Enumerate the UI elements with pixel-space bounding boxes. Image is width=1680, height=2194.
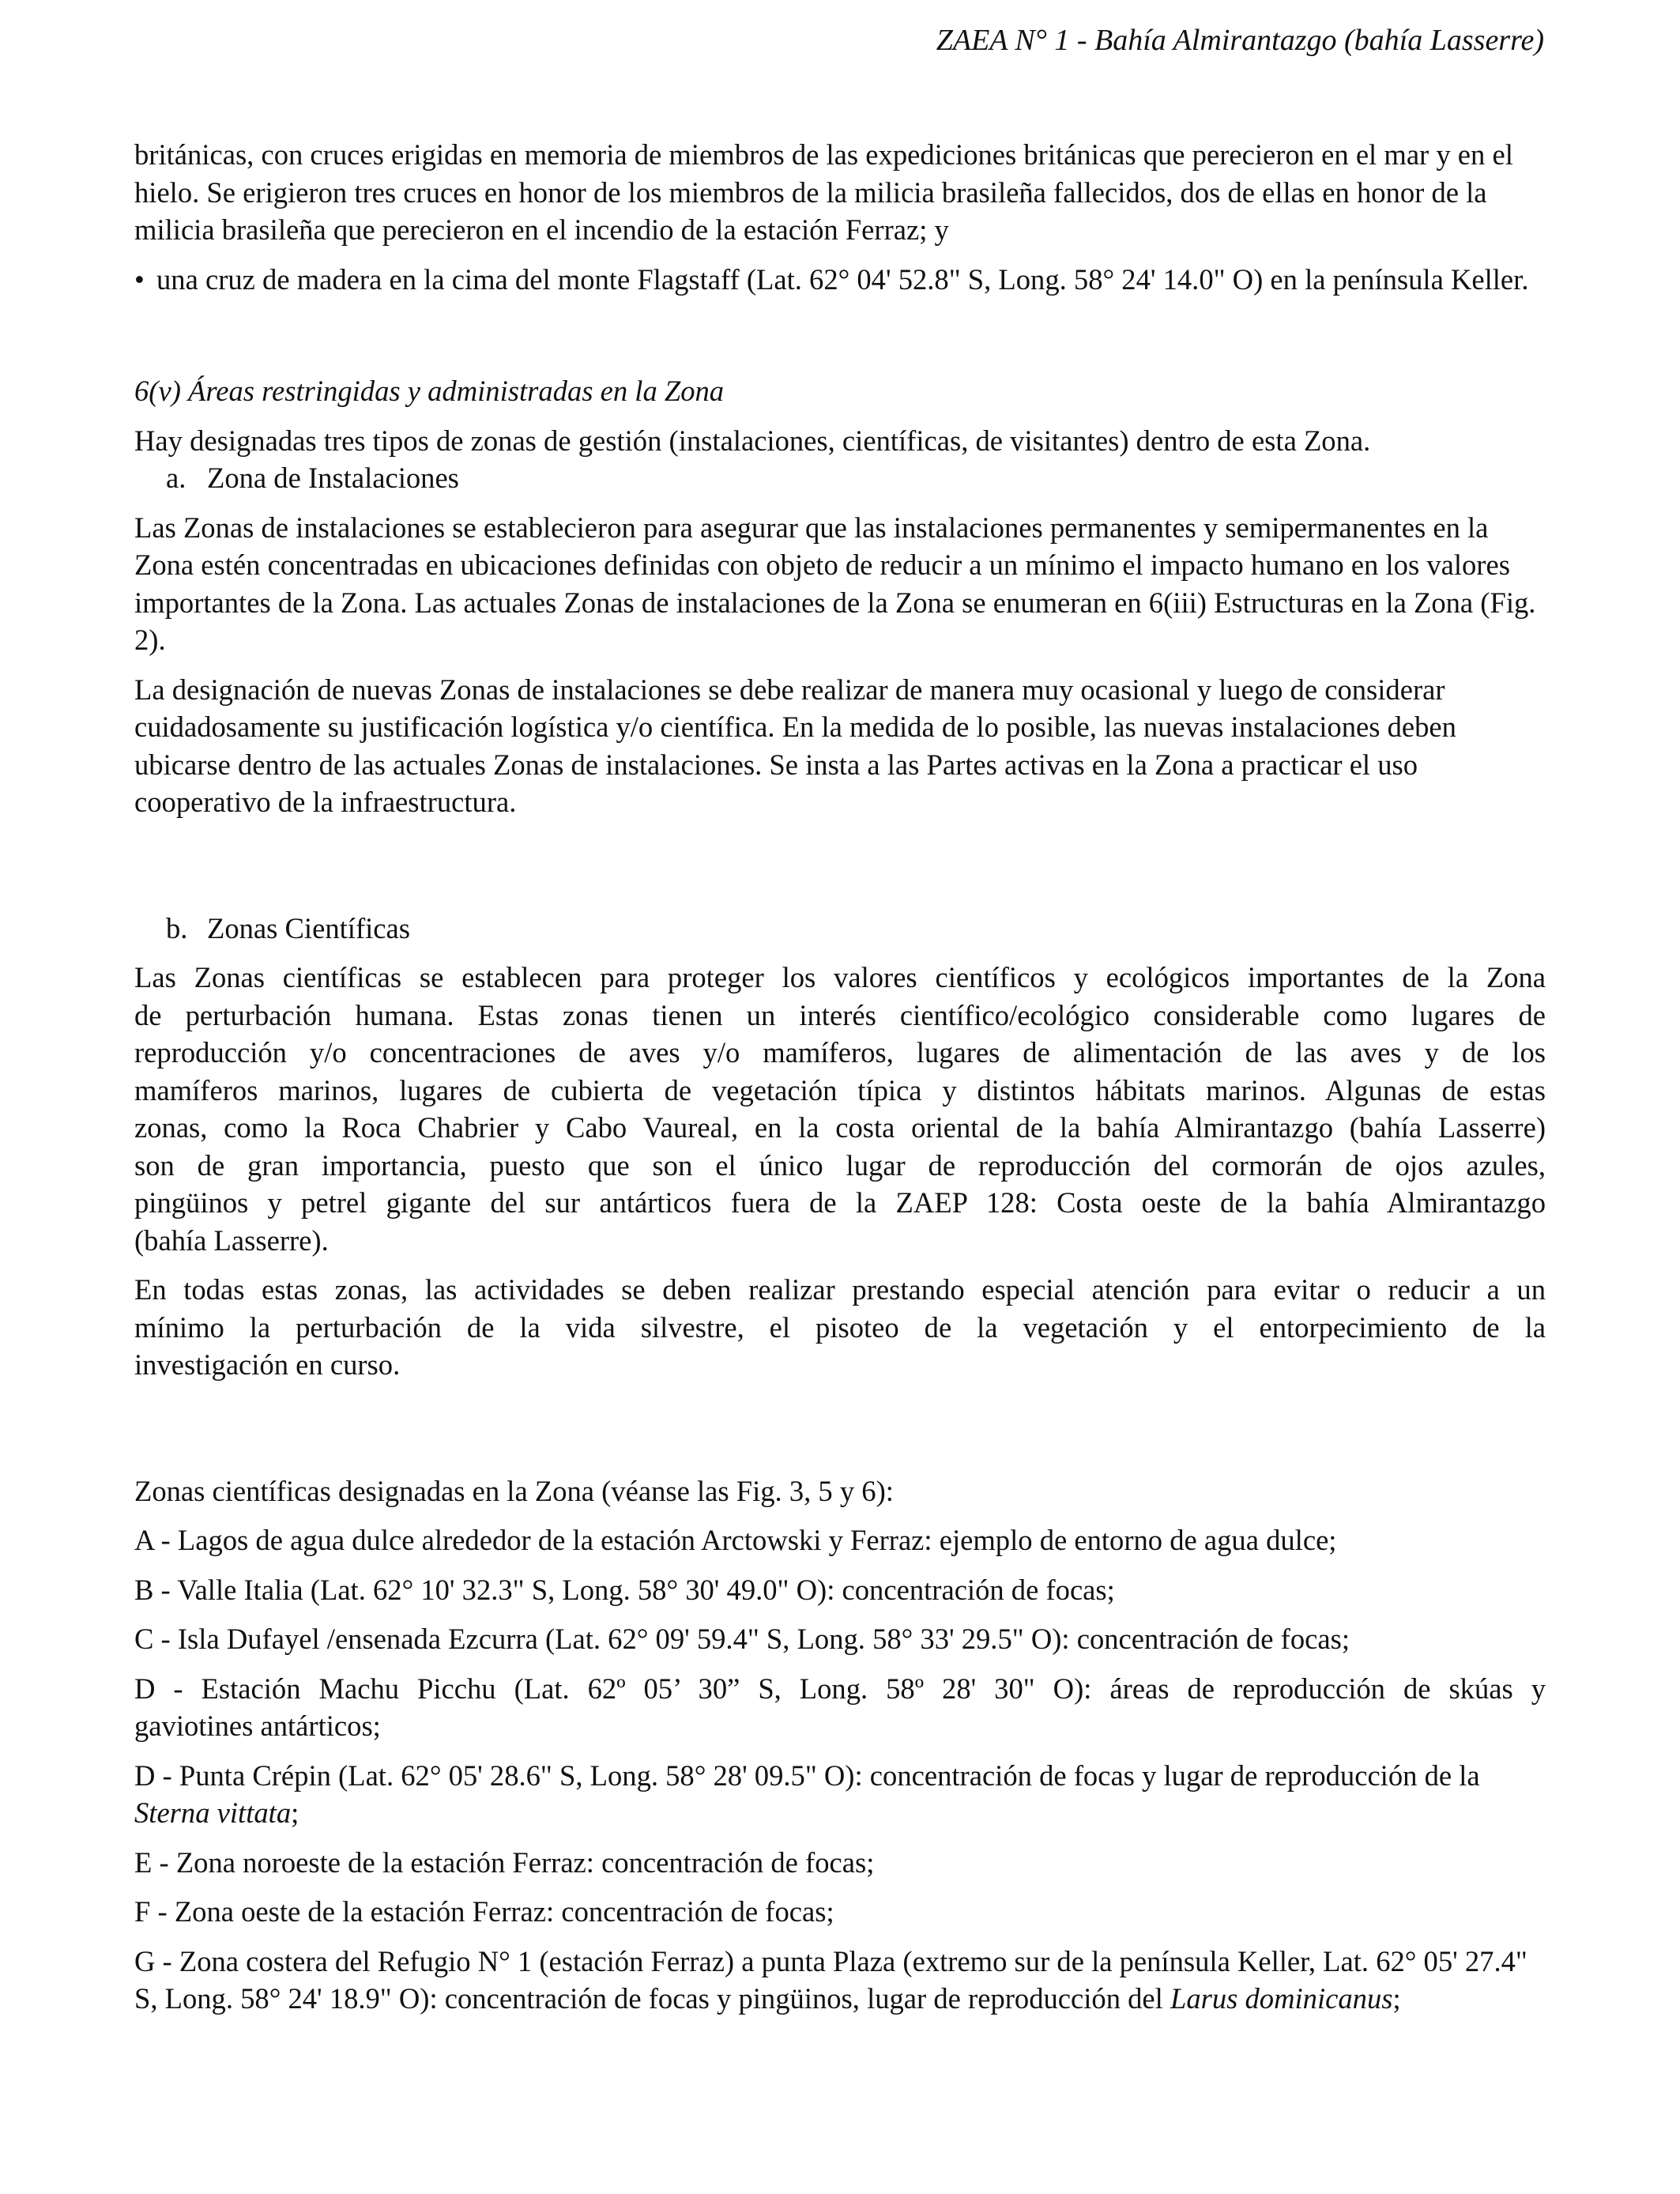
paragraph-installations-1: Las Zonas de instalaciones se establecieron para asegurar que las instalaciones permanentes y semipermanentes en la Zona estén concentradas en ubicaciones definidas con objeto de reducir a un mínimo el impacto humano en los valores importantes de la Zona. Las actuales Zonas de instalaciones de la Zona se enumeran en 6(iii) Estructuras en la Zona (Fig. 2).: [134, 511, 1536, 656]
text-line: son de gran importancia, puesto que son el único lugar de reproducción del cormorán de ojos azules,: [134, 1148, 1546, 1182]
text-line: Las Zonas científicas se establecen para proteger los valores científicos y ecológicos importantes de la Zona: [134, 961, 1546, 993]
paragraph-continuation: británicas, con cruces erigidas en memoria de miembros de las expediciones británicas que perecieron en el mar y en el hielo. Se erigieron tres cruces en honor de los miembros de la milicia brasileña fallecidos, dos de ellas en honor de la milicia brasileña que perecieron en el incendio de la estación Ferraz; y: [134, 138, 1513, 246]
zone-item-text: D - Punta Crépin (Lat. 62° 05' 28.6" S, Long. 58° 28' 09.5" O): concentración de focas y lugar de reproducción de la: [134, 1759, 1480, 1792]
paragraph-all-zones: [134, 1271, 1546, 1384]
text-line: D - Estación Machu Picchu (Lat. 62º 05’ 30” S, Long. 58º 28' 30" O): áreas de reproducción de skúas y: [134, 1672, 1546, 1705]
text-line: mamíferos marinos, lugares de cubierta de vegetación típica y distintos hábitats marinos. Algunas de estas: [134, 1073, 1546, 1106]
text-line: reproducción y/o concentraciones de aves y/o mamíferos, lugares de alimentación de las aves y de los: [134, 1036, 1546, 1069]
text-line: zonas, como la Roca Chabrier y Cabo Vaureal, en la costa oriental de la bahía Almirantazgo (bahía Lasserre): [134, 1111, 1546, 1144]
zone-item-d-punta-crepin: [134, 1757, 1546, 1832]
paragraph-installations-2: La designación de nuevas Zonas de instalaciones se debe realizar de manera muy ocasional y luego de considerar cuidadosamente su justificación logística y/o científica. En la medida de lo posible, las nuevas instalaciones deben ubicarse dentro de las actuales Zonas de instalaciones. Se insta a las Partes activas en la Zona a practicar el uso cooperativo de la infraestructura.: [134, 673, 1456, 818]
species-name: Sterna vittata: [134, 1796, 292, 1829]
zone-item-c: C - Isla Dufayel /ensenada Ezcurra (Lat. 62° 09' 59.4" S, Long. 58° 33' 29.5" O): concentración de focas;: [134, 1623, 1350, 1655]
bullet-icon: •: [134, 262, 145, 296]
zone-item-f: F - Zona oeste de la estación Ferraz: concentración de focas;: [134, 1895, 834, 1928]
text-line: de perturbación humana. Estas zonas tienen un interés científico/ecológico considerable como lugares de: [134, 998, 1546, 1031]
zone-item-g: [134, 1943, 1546, 2018]
text-line: (bahía Lasserre).: [134, 1223, 329, 1257]
subsection-a-label: Zona de Instalaciones: [207, 462, 459, 494]
zone-item-end: ;: [291, 1796, 299, 1829]
species-name: Larus dominicanus: [1170, 1982, 1393, 2015]
text-line: gaviotines antárticos;: [134, 1710, 381, 1742]
zone-item-d-machu-picchu: [134, 1670, 1546, 1745]
zone-item-a: A - Lagos de agua dulce alrededor de la estación Arctowski y Ferraz: ejemplo de entorno de agua dulce;: [134, 1524, 1337, 1556]
running-header: ZAEA N° 1 - Bahía Almirantazgo (bahía Lasserre): [936, 24, 1544, 57]
bullet-item-flagstaff-cross: [134, 261, 1546, 299]
zone-item-b: B - Valle Italia (Lat. 62° 10' 32.3" S, Long. 58° 30' 49.0" O): concentración de focas;: [134, 1573, 1115, 1606]
text-line: mínimo la perturbación de la vida silvestre, el pisoteo de la vegetación y el entorpecimiento de la: [134, 1310, 1546, 1344]
subsection-b-title: [134, 910, 1546, 948]
paragraph-scientific-zones: [134, 959, 1546, 1259]
text-line: investigación en curso.: [134, 1348, 401, 1381]
subsection-b-label: Zonas Científicas: [207, 911, 410, 944]
zone-item-text: G - Zona costera del Refugio N° 1 (estación Ferraz) a punta Plaza (extremo sur de la península Keller, Lat. 62° 05' 27.4" S, Long. 58° 24' 18.9" O): concentración de focas y pingüinos, lugar de reproducción del: [134, 1944, 1527, 2015]
zone-item-e: E - Zona noroeste de la estación Ferraz: concentración de focas;: [134, 1845, 875, 1879]
subsection-a-title: [134, 459, 1546, 497]
paragraph-intro: Hay designadas tres tipos de zonas de gestión (instalaciones, científicas, de visitantes) dentro de esta Zona.: [134, 424, 1371, 457]
zone-item-end: ;: [1392, 1982, 1401, 2015]
list-marker-b: b.: [166, 911, 188, 944]
text-line: En todas estas zonas, las actividades se deben realizar prestando especial atención para evitar o reducir a un: [134, 1273, 1546, 1306]
bullet-text: una cruz de madera en la cima del monte Flagstaff (Lat. 62° 04' 52.8" S, Long. 58° 24' 14.0" O) en la península Keller.: [156, 262, 1529, 296]
document-body: [134, 136, 1546, 2018]
zones-list-intro: Zonas científicas designadas en la Zona (véanse las Fig. 3, 5 y 6):: [134, 1474, 894, 1507]
text-line: pingüinos y petrel gigante del sur antárticos fuera de la ZAEP 128: Costa oeste de la bahía Almirantazgo: [134, 1186, 1546, 1219]
section-heading: 6(v) Áreas restringidas y administradas en la Zona: [134, 375, 725, 407]
list-marker-a: a.: [166, 462, 186, 494]
